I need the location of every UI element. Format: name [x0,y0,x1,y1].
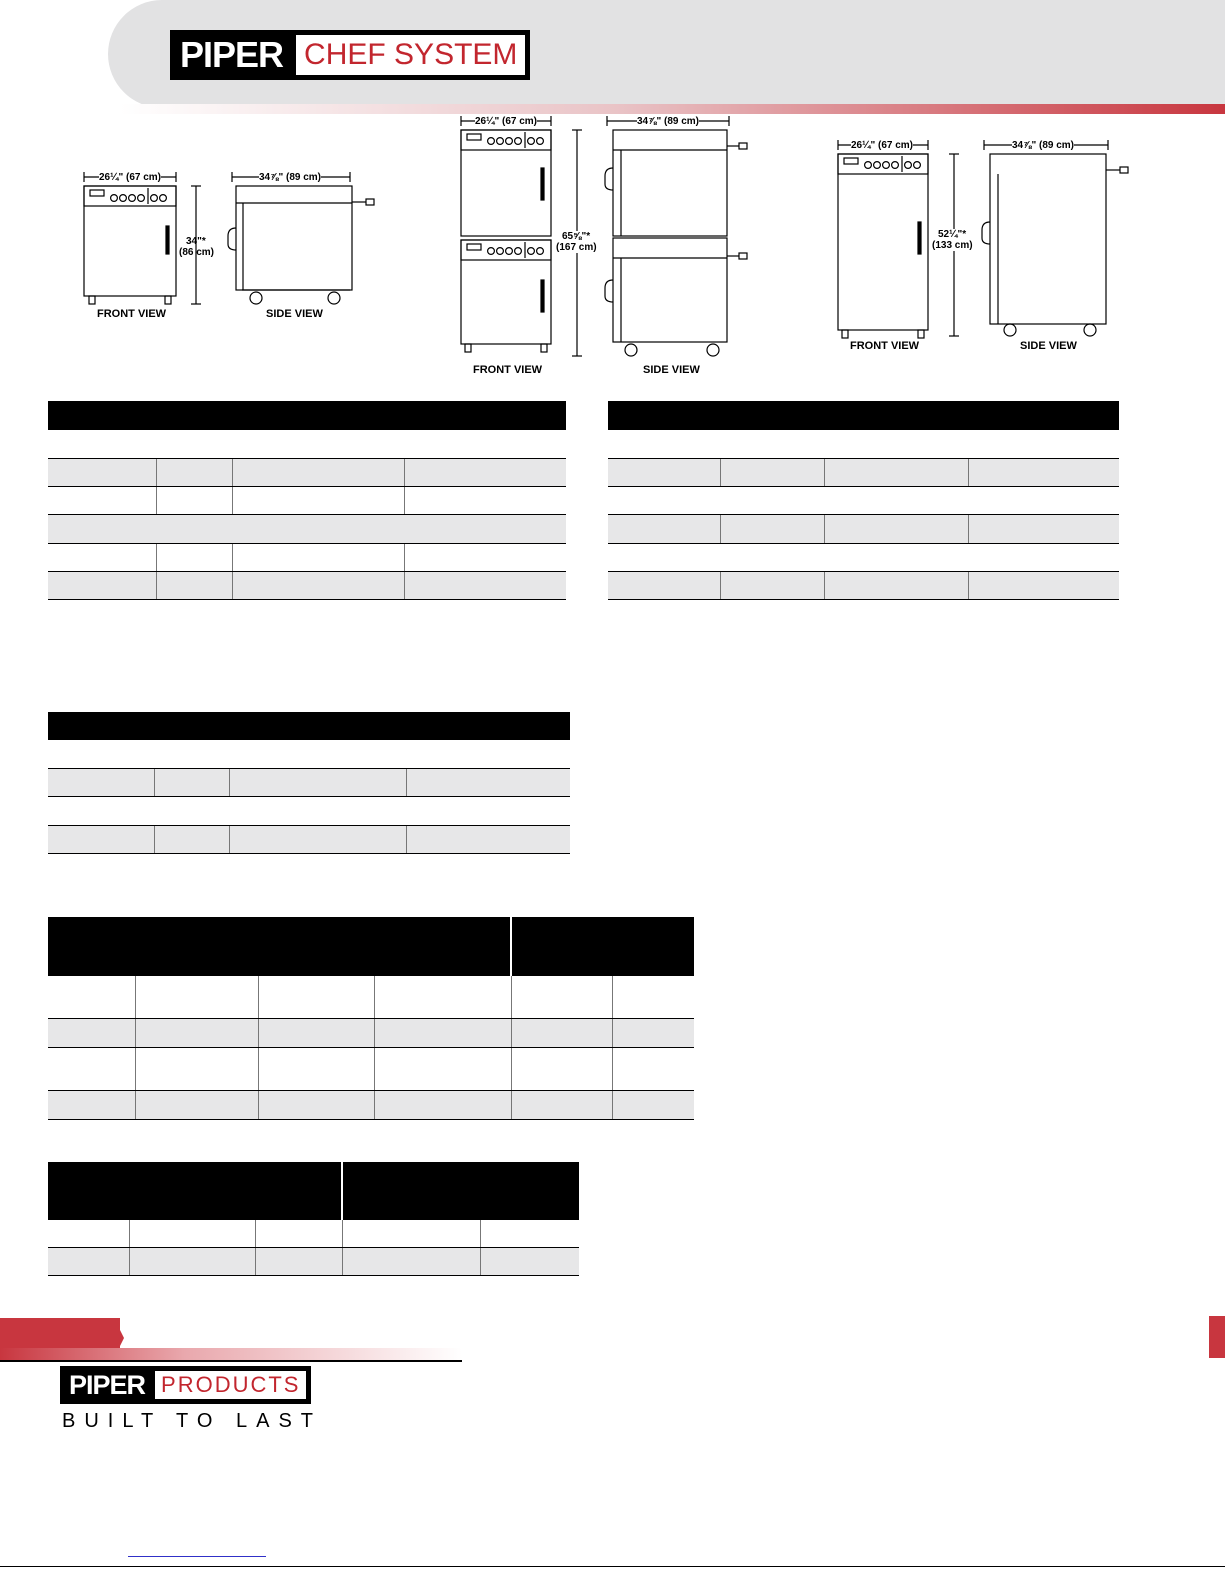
footer-link-underline[interactable] [128,1556,266,1557]
page-edge-tab [1209,1316,1225,1358]
table-row [608,572,1119,600]
piper-products-logo [60,1366,311,1404]
stacked-unit-line-art [455,112,755,362]
spec-table-2 [608,401,1119,600]
tall-height-dim-cm: (133 cm) [932,240,973,251]
footer-divider [0,1566,1225,1567]
table-row [48,1048,694,1091]
table-header [608,401,1119,430]
stacked-height-dim-cm: (167 cm) [556,242,597,253]
table-row [48,1091,694,1120]
table-row [48,544,566,572]
logo-chef-system-text: CHEF SYSTEM [296,35,525,75]
single-unit-line-art [78,168,388,323]
tagline: BUILT TO LAST [62,1410,323,1432]
stacked-height-dim: 65⅝"* [562,231,591,242]
table-row [48,797,570,826]
table-row [48,1248,579,1276]
single-depth-dim: 34⅞" (89 cm) [259,172,321,183]
stacked-side-view-label: SIDE VIEW [643,364,700,376]
spec-table-4 [48,917,694,1120]
table-header [48,712,570,740]
table-row [48,430,566,459]
single-height-dim: 34"* [186,236,206,247]
tall-height-dim: 52¼"* [938,229,967,240]
table-row [48,769,570,797]
table-row [608,430,1119,459]
stacked-front-view-label: FRONT VIEW [473,364,543,376]
logo-products-text: PRODUCTS [155,1371,306,1399]
table-row [608,459,1119,487]
table-row [48,515,566,544]
stacked-depth-dim: 34⅞" (89 cm) [637,116,699,127]
spec-table-1 [48,401,566,600]
single-front-view-label: FRONT VIEW [97,308,167,320]
table-row [48,487,566,515]
table-row [608,515,1119,544]
spec-table-3 [48,712,570,854]
table-row [608,487,1119,515]
table-row [48,740,570,769]
logo-piper-text: PIPER [69,1369,146,1400]
table-row [48,826,570,854]
tall-unit-line-art [832,136,1142,341]
table-header [48,1162,579,1220]
tall-depth-dim: 34⅞" (89 cm) [1012,140,1074,151]
footer-accent-stripe [0,1348,462,1362]
single-width-dim: 26¼" (67 cm) [99,172,161,183]
tall-front-view-label: FRONT VIEW [850,340,920,352]
single-height-dim-cm: (86 cm) [179,247,215,258]
stacked-width-dim: 26¼" (67 cm) [475,116,537,127]
table-header [48,401,566,430]
piper-chef-system-logo [170,30,530,80]
table-header [48,917,694,976]
table-row [48,459,566,487]
table-row [48,976,694,1019]
table-row [48,1019,694,1048]
single-side-view-label: SIDE VIEW [266,308,323,320]
tall-side-view-label: SIDE VIEW [1020,340,1077,352]
table-row [48,572,566,600]
spec-table-5 [48,1162,579,1276]
table-row [608,544,1119,572]
tall-width-dim: 26¼" (67 cm) [851,140,913,151]
logo-piper-text: PIPER [180,34,284,75]
table-row [48,1220,579,1248]
